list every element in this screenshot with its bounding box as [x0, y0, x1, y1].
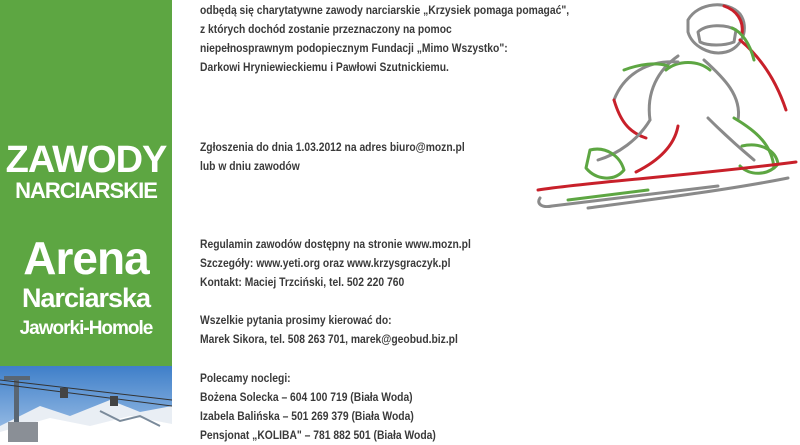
ski-lift-photo: [0, 366, 172, 445]
info-line: Regulamin zawodów dostępny na stronie www.mozn.pl: [200, 237, 471, 251]
sidebar-panel: [0, 0, 172, 445]
questions-paragraph: [200, 311, 458, 349]
intro-line: Darkowi Hryniewieckiemu i Pawłowi Szutnickiemu.: [200, 60, 449, 74]
lodging-item: Pensjonat „KOLIBA" – 781 882 501 (Biała Woda): [200, 428, 436, 442]
intro-line: niepełnosprawnym podopiecznym Fundacji „Mimo Wszystko":: [200, 41, 508, 55]
info-line: Kontakt: Maciej Trzciński, tel. 502 220 760: [200, 275, 405, 289]
questions-line: Marek Sikora, tel. 508 263 701, marek@geobud.biz.pl: [200, 332, 458, 346]
questions-line: Wszelkie pytania prosimy kierować do:: [200, 313, 392, 327]
lodging-item: Bożena Solecka – 604 100 719 (Biała Woda): [200, 390, 413, 404]
lodging-item: Izabela Balińska – 501 269 379 (Biała Woda): [200, 409, 414, 423]
event-title-line2: NARCIARSKIE: [15, 178, 157, 203]
intro-line: z których dochód zostanie przeznaczony na pomoc: [200, 22, 452, 36]
registration-line: lub w dniu zawodów: [200, 159, 300, 173]
venue-line2: Narciarska: [21, 283, 151, 313]
intro-line: odbędą się charytatywne zawody narciarskie „Krzysiek pomaga pomagać",: [200, 3, 570, 17]
info-line: Szczegóły: www.yeti.org oraz www.krzysgraczyk.pl: [200, 256, 451, 270]
venue-line1: Arena: [23, 232, 149, 284]
lodging-paragraph: [200, 369, 436, 445]
venue-line3: Jaworki-Homole: [19, 318, 153, 339]
registration-paragraph: [200, 138, 465, 176]
intro-paragraph: [200, 1, 569, 77]
registration-line: Zgłoszenia do dnia 1.03.2012 na adres biuro@mozn.pl: [200, 140, 465, 154]
event-title-line1: ZAWODY: [5, 139, 167, 181]
info-paragraph: [200, 235, 471, 292]
lodging-heading: Polecamy noclegi:: [200, 371, 291, 385]
